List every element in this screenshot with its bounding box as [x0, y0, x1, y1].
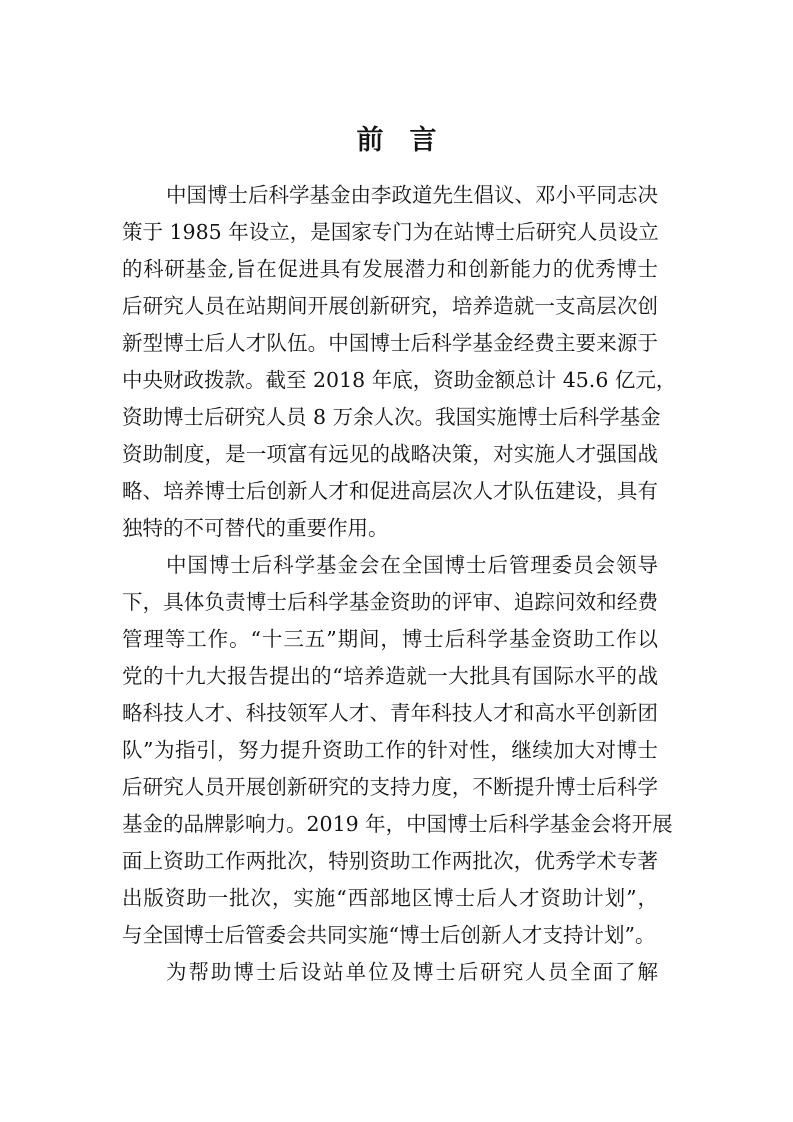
text-line: 基金的品牌影响力。2019 年，中国博士后科学基金会将开展	[122, 812, 673, 836]
text-line: 新型博士后人才队伍。中国博士后科学基金经费主要来源于	[122, 331, 658, 355]
text-line: 资助制度，是一项富有远见的战略决策，对实施人才强国战	[122, 442, 658, 466]
page-title: 前言	[356, 125, 463, 156]
text-line: 后研究人员在站期间开展创新研究，培养造就一支高层次创	[122, 294, 658, 318]
text-line: 队”为指引，努力提升资助工作的针对性，继续加大对博士	[122, 738, 658, 762]
text-line: 资助博士后研究人员 8 万余人次。我国实施博士后科学基金	[122, 405, 661, 429]
text-line: 策于 1985 年设立，是国家专门为在站博士后研究人员设立	[122, 220, 659, 244]
text-line: 中央财政拨款。截至 2018 年底，资助金额总计 45.6 亿元，	[122, 368, 677, 392]
text-line: 中国博士后科学基金由李政道先生倡议、邓小平同志决	[166, 183, 658, 207]
text-line: 下，具体负责博士后科学基金资助的评审、追踪问效和经费	[122, 590, 658, 614]
text-line: 出版资助一批次，实施“西部地区博士后人才资助计划”，	[122, 886, 658, 910]
text-line: 与全国博士后管委会共同实施“博士后创新人才支持计划”。	[122, 923, 656, 947]
text-line: 略科技人才、科技领军人才、青年科技人才和高水平创新团	[122, 701, 658, 725]
text-line: 略、培养博士后创新人才和促进高层次人才队伍建设，具有	[122, 479, 658, 503]
text-line: 的科研基金,旨在促进具有发展潜力和创新能力的优秀博士	[122, 257, 658, 281]
text-line: 党的十九大报告提出的“培养造就一大批具有国际水平的战	[122, 664, 658, 688]
text-line: 后研究人员开展创新研究的支持力度，不断提升博士后科学	[122, 775, 658, 799]
text-line: 独特的不可替代的重要作用。	[122, 516, 389, 540]
text-line: 管理等工作。“十三五”期间，博士后科学基金资助工作以	[122, 627, 658, 651]
text-line: 为帮助博士后设站单位及博士后研究人员全面了解	[166, 960, 658, 984]
text-line: 面上资助工作两批次，特别资助工作两批次，优秀学术专著	[122, 849, 658, 873]
preface-body	[122, 177, 677, 991]
text-line: 中国博士后科学基金会在全国博士后管理委员会领导	[166, 553, 658, 577]
